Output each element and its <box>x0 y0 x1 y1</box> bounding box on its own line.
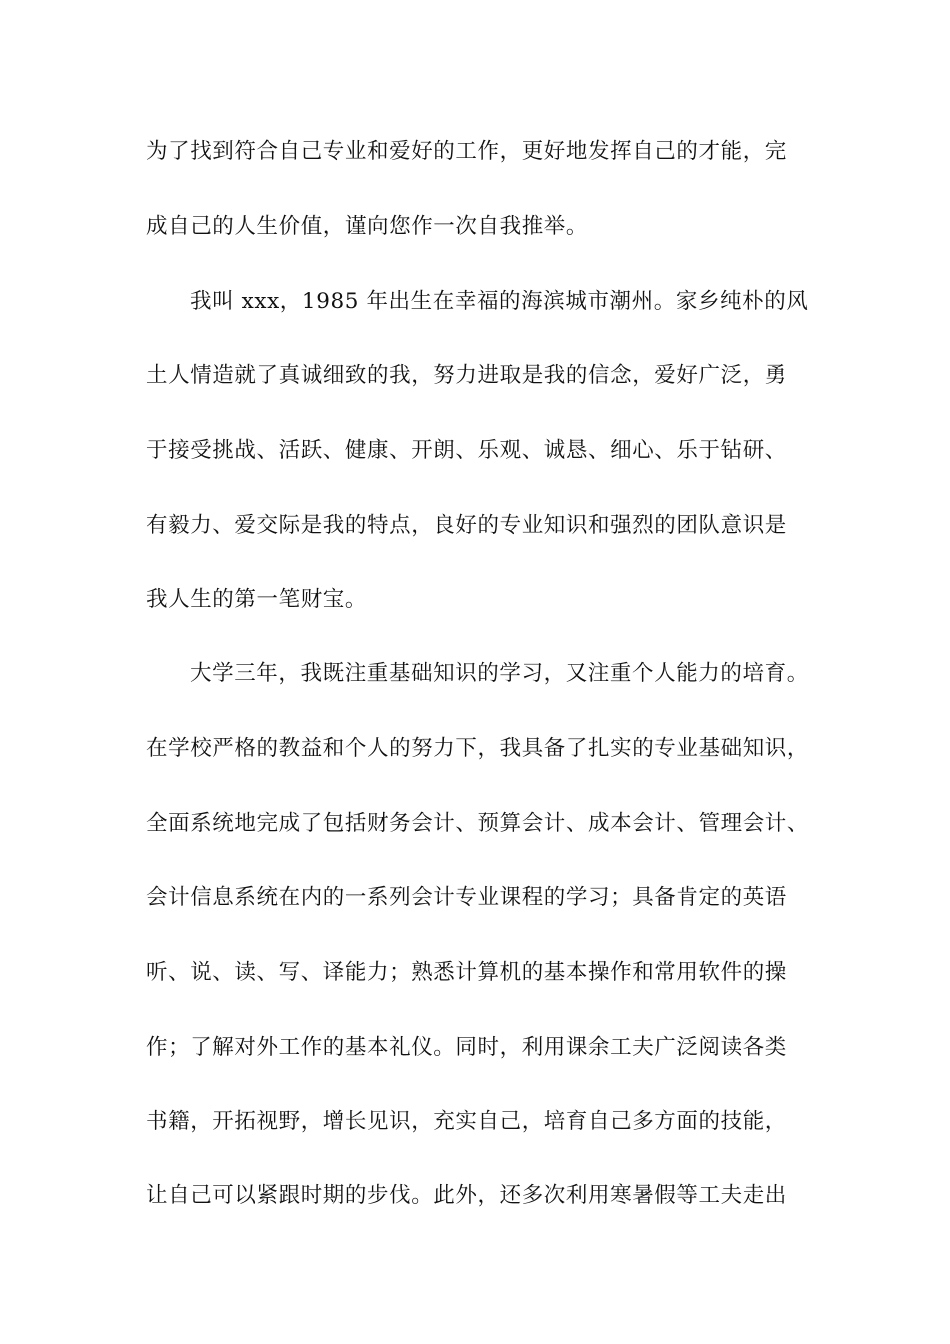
text-line: 土人情造就了真诚细致的我，努力进取是我的信念，爱好广泛，勇 <box>146 363 787 388</box>
text-line: 成自己的人生价值，谨向您作一次自我推举。 <box>146 214 589 239</box>
text-line: 在学校严格的教益和个人的努力下，我具备了扎实的专业基础知识， <box>146 736 810 761</box>
text-line: 为了找到符合自己专业和爱好的工作，更好地发挥自己的才能，完 <box>146 139 787 164</box>
text-line: 会计信息系统在内的一系列会计专业课程的学习；具备肯定的英语 <box>146 885 787 910</box>
text-line: 我人生的第一笔财宝。 <box>146 587 368 612</box>
text-line: 全面系统地完成了包括财务会计、预算会计、成本会计、管理会计、 <box>146 811 810 836</box>
paragraph-first-line: 大学三年，我既注重基础知识的学习，又注重个人能力的培育。 <box>190 661 809 686</box>
text-line: 有毅力、爱交际是我的特点，良好的专业知识和强烈的团队意识是 <box>146 513 787 538</box>
text-line: 听、说、读、写、译能力；熟悉计算机的基本操作和常用软件的操 <box>146 960 787 985</box>
paragraph-first-line: 我叫 xxx，1985 年出生在幸福的海滨城市潮州。家乡纯朴的风 <box>190 289 809 314</box>
text-line: 书籍，开拓视野，增长见识，充实自己，培育自己多方面的技能， <box>146 1109 787 1134</box>
text-line: 让自己可以紧跟时期的步伐。此外，还多次利用寒暑假等工夫走出 <box>146 1183 787 1208</box>
text-line: 作；了解对外工作的基本礼仪。同时，利用课余工夫广泛阅读各类 <box>146 1035 787 1060</box>
text-line: 于接受挑战、活跃、健康、开朗、乐观、诚恳、细心、乐于钻研、 <box>146 438 787 463</box>
